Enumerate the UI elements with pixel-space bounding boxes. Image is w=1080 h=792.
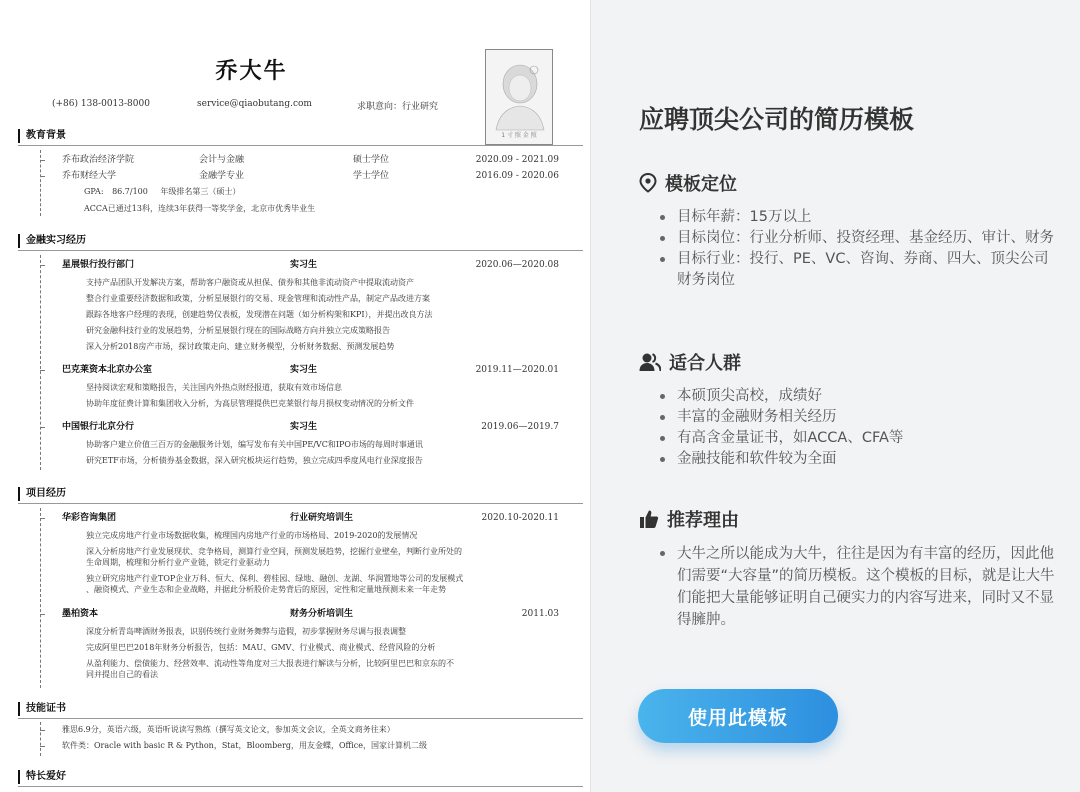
photo-caption: 1 寸 照 金 照: [501, 132, 537, 139]
panel-title: 应聘顶尖公司的简历模板: [639, 105, 915, 134]
section-heading: 模板定位: [665, 174, 737, 195]
school-name: 乔布财经大学: [62, 171, 117, 181]
timeline-tick: [40, 265, 45, 266]
project-company: 墨柏资本: [62, 609, 99, 619]
timeline-dash: [40, 722, 41, 756]
timeline-tick: [40, 427, 45, 428]
list-item: 目标行业：投行、PE、VC、咨询、券商、四大、顶尖公司财务岗位: [657, 249, 1057, 291]
job-dates: 2019.11—2020.01: [475, 365, 559, 375]
people-icon: [639, 352, 661, 372]
school-dates: 2016.09 - 2020.06: [475, 171, 559, 181]
project-bullet-cont: • 、融资模式、产业生态和企业战略，并据此分析股价走势背后的原因，定性和定量地预测未来一年走势: [86, 584, 556, 595]
job-dates: 2019.06—2019.7: [481, 422, 559, 432]
gpa-value: 86.7/100: [112, 187, 148, 196]
gpa-rank: 年级排名第三（硕士）: [160, 187, 241, 196]
school-name: 乔布政治经济学院: [62, 155, 135, 165]
job-bullet: • 坚持阅读宏观和策略报告，关注国内外热点财经报道，获取有效市场信息: [86, 382, 556, 393]
section-audience: [639, 350, 1057, 470]
section-positioning: [639, 171, 1057, 291]
section-skills-heading: 技能证书: [18, 702, 66, 716]
section-reasons: [639, 507, 1057, 631]
list-item: 本硕顶尖高校，成绩好: [657, 386, 1057, 407]
job-bullet: • 协助客户建立价值三百万的金融服务计划，编写发布有关中国PE/VC和IPO市场的每周时事通讯: [86, 439, 556, 450]
list-item: 目标年薪：15万以上: [657, 207, 1057, 228]
school-degree: 学士学位: [353, 171, 390, 181]
skill-line: • 雅思6.9分，英语六级，英语听说读写熟练（撰写英文论文，参加英文会议，全英文商务往来）: [62, 724, 562, 735]
timeline-dash: [40, 508, 41, 688]
list-item: 目标岗位：行业分析师、投资经理、基金经历、审计、财务: [657, 228, 1057, 249]
section-hobbies-heading: 特长爱好: [18, 770, 66, 784]
job-bullet: • 跟踪各地客户经理的表现，创建趋势仪表板，发现潜在问题（如分析构架和KPI），并提出改良方法: [86, 309, 556, 320]
project-bullet: • 独立完成房地产行业市场数据收集，梳理国内房地产行业的市场格局、2019-2020的发展情况: [86, 530, 556, 541]
job-bullet: • 研究ETF市场，分析债券基金数据，深入研究板块运行趋势，独立完成四季度风电行业深度报告: [86, 455, 556, 466]
skill-line: • 软件类：Oracle with basic R & Python，Stat，Bloomberg，用友金蝶，Office，国家计算机二级: [62, 740, 562, 751]
section-audience-header: [639, 350, 1057, 374]
section-heading: 推荐理由: [667, 510, 739, 531]
job-dates: 2020.06—2020.08: [475, 260, 559, 270]
timeline-tick: [40, 160, 45, 161]
template-info-panel: [590, 0, 1080, 792]
list-item: 有高含金量证书，如ACCA、CFA等: [657, 428, 1057, 449]
job-role: 实习生: [290, 422, 318, 432]
job-bullet: • 深入分析2018房产市场，探讨政策走向、建立财务模型，分析财务数据、预测发展趋势: [86, 341, 556, 352]
list-item: 大牛之所以能成为大牛，往往是因为有丰富的经历，因此他们需要“大容量”的简历模板。这个模板的目标，就是让大牛们能把大量能够证明自己硬实力的内容写进来，同时又不显得臃肿。: [657, 543, 1057, 631]
school-degree: 硕士学位: [353, 155, 390, 165]
use-template-button[interactable]: 使用此模板: [638, 689, 838, 743]
project-dates: 2020.10-2020.11: [481, 513, 559, 523]
gpa-line: [84, 186, 240, 197]
timeline-tick: [40, 614, 45, 615]
project-bullet-cont: • 生命周期，梳理和分析行业产业链，锁定行业驱动力: [86, 557, 556, 568]
timeline-dash: [40, 255, 41, 470]
project-bullet: • 独立研究房地产行业TOP企业万科、恒大、保利、碧桂园、绿地、融创、龙湖、华润置地等公司的发展模式: [86, 573, 556, 584]
job-role: 实习生: [290, 365, 318, 375]
section-positioning-header: [639, 171, 1057, 195]
project-role: 财务分析培训生: [290, 609, 354, 619]
job-bullet: • 协助年度征费计算和集团收入分析，为高层管理提供巴克莱银行每月损权变动情况的分析文件: [86, 398, 556, 409]
divider: [18, 503, 583, 504]
project-bullet: • 完成阿里巴巴2018年财务分析报告，包括：MAU、GMV、行业模式、商业模式、经营风险的分析: [86, 642, 556, 653]
thumbs-up-icon: [639, 509, 659, 529]
list-item: 丰富的金融财务相关经历: [657, 407, 1057, 428]
audience-list: [639, 386, 1057, 470]
divider: [18, 786, 583, 787]
resume-phone: (+86) 138-0013-8000: [52, 99, 150, 109]
job-bullet: • 支持产品团队开发解决方案，帮助客户融资或从担保、债券和其他非流动资产中提取流动资产: [86, 277, 556, 288]
project-bullet: • 深度分析青岛啤酒财务报表，识别传统行业财务舞弊与造假，初步掌握财务尽调与报表调整: [86, 626, 556, 637]
project-bullet: • 从盈利能力、偿债能力、经营效率、流动性等角度对三大报表进行解读与分析，比较阿里巴巴和京东的不: [86, 658, 556, 669]
section-education-heading: 教育背景: [18, 129, 66, 143]
job-company: 星展银行投行部门: [62, 260, 135, 270]
section-heading: 适合人群: [669, 353, 741, 374]
job-company: 巴克莱资本北京办公室: [62, 365, 153, 375]
divider: [18, 250, 583, 251]
divider: [18, 718, 583, 719]
job-bullet: • 整合行业重要经济数据和政策，分析星展银行的交易、现金管理和流动性产品，制定产品改进方案: [86, 293, 556, 304]
school-dates: 2020.09 - 2021.09: [475, 155, 559, 165]
timeline-tick: [40, 746, 45, 747]
location-pin-icon: [639, 173, 657, 193]
job-role: 实习生: [290, 260, 318, 270]
project-bullet-cont: • 同并提出自己的看法: [86, 669, 556, 680]
resume-intent: 求职意向：行业研究: [357, 102, 439, 112]
divider: [18, 145, 583, 146]
reasons-list: [639, 543, 1057, 631]
section-projects-heading: 项目经历: [18, 487, 66, 501]
timeline-tick: [40, 370, 45, 371]
list-item: 金融技能和软件较为全面: [657, 449, 1057, 470]
school-major: 会计与金融: [199, 155, 245, 165]
project-company: 华彩咨询集团: [62, 513, 117, 523]
job-bullet: • 研究金融科技行业的发展趋势，分析星展银行现在的国际战略方向并独立完成策略报告: [86, 325, 556, 336]
positioning-list: [639, 207, 1057, 291]
project-role: 行业研究培训生: [290, 513, 354, 523]
resume-email: service@qiaobutang.com: [197, 99, 312, 109]
timeline-tick: [40, 518, 45, 519]
timeline-tick: [40, 730, 45, 731]
resume-photo: [485, 49, 553, 145]
award-line: • ACCA已通过13科，连续3年获得一等奖学金，北京市优秀毕业生: [84, 203, 315, 214]
section-internship-heading: 金融实习经历: [18, 234, 86, 248]
resume-name: 乔大牛: [215, 59, 288, 84]
section-reasons-header: [639, 507, 1057, 531]
project-dates: 2011.03: [521, 609, 559, 619]
gpa-label: GPA:: [84, 187, 104, 196]
school-major: 金融学专业: [199, 171, 245, 181]
timeline-tick: [40, 176, 45, 177]
project-bullet: • 深入分析房地产行业发展现状、竞争格局，测算行业空间，预测发展趋势，挖掘行业壁垒，判断行业所处的: [86, 546, 556, 557]
job-company: 中国银行北京分行: [62, 422, 135, 432]
